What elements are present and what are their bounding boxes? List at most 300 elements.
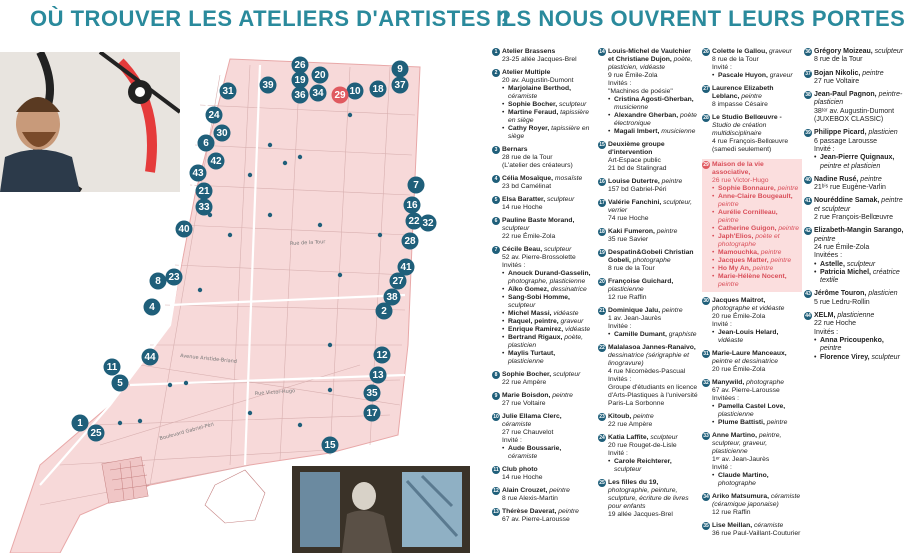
list-section-title: ILS NOUS OUVRENT LEURS PORTES [496, 6, 906, 31]
entry-detail: Invité : [814, 145, 835, 153]
guest-artist: • Jean-Pierre Quignaux, peintre et plasticien [814, 154, 904, 171]
entry-name: Thérèse Daverat, [502, 508, 557, 515]
artist-entry-33 [702, 432, 802, 488]
artist-entry-15 [598, 141, 698, 173]
artist-entry-3 [492, 146, 592, 170]
entry-detail: Invitée : [608, 323, 632, 330]
map-marker-41[interactable] [398, 259, 415, 276]
map-marker-40[interactable] [176, 221, 193, 238]
entry-role: céramiste [502, 421, 532, 428]
entry-number-badge: 26 [703, 49, 709, 55]
artist-entry-22 [598, 344, 698, 408]
entry-role: plasticienne [608, 286, 644, 293]
entry-number-badge: 7 [492, 246, 500, 254]
map-marker-label: 8 [155, 276, 161, 287]
entry-number-badge: 11 [493, 467, 499, 473]
map-marker-label: 15 [324, 440, 336, 451]
artist-workshop-photo [292, 466, 470, 553]
entry-name: Sophie Bocher, [502, 371, 552, 378]
entry-detail: 23-25 allée Jacques-Brel [502, 56, 577, 63]
entry-detail: 36 rue Paul-Vaillant-Couturier [712, 530, 801, 537]
entry-detail: 22 rue Hoche [814, 320, 857, 328]
entry-detail: Invités : [502, 262, 526, 269]
map-marker-label: 44 [144, 352, 156, 363]
artist-entry-7 [492, 246, 592, 366]
entry-number-badge: 4 [492, 175, 500, 183]
map-marker-label: 4 [149, 302, 155, 313]
entry-name: Lise Meillan, [712, 522, 753, 529]
entry-name: Cécile Beau, [502, 246, 543, 253]
guest-artist: • Pamella Castel Love, plasticienne [712, 403, 802, 419]
artist-entry-35 [702, 522, 802, 538]
entry-name: Bojan Nikolic, [814, 69, 861, 77]
artist-entry-41 [804, 197, 904, 222]
entry-name: Célia Mosaïque, [502, 175, 554, 182]
entry-name: Grégory Moizeau, [814, 48, 873, 55]
guest-artist: • Carole Reichterer, sculpteur [608, 458, 698, 474]
guest-artist: • Pascale Huyon, graveur [712, 72, 802, 80]
entry-role: photographe [744, 379, 785, 386]
map-marker-28[interactable] [402, 233, 419, 250]
entry-detail: 8 impasse Césaire [712, 101, 768, 108]
listing-column-3 [702, 48, 802, 543]
artist-entry-24 [598, 434, 698, 474]
entry-detail: 8 rue Alexis-Martin [502, 495, 558, 502]
entry-role: peintre [858, 175, 882, 183]
location-dot [338, 273, 342, 277]
entry-detail: 8 rue de la Tour [712, 56, 759, 63]
entry-detail: 19 allée Jacques-Brel [608, 511, 673, 518]
entry-role: graveur [767, 48, 792, 55]
location-dot [268, 143, 272, 147]
entry-name: Maison de la vie associative, [712, 161, 764, 176]
entry-name: Kitoub, [608, 413, 632, 420]
map-marker-label: 42 [210, 156, 222, 167]
entry-number-badge: 15 [599, 142, 605, 148]
entry-detail: 28 rue de la Tour [502, 154, 553, 161]
map-marker-label: 5 [117, 378, 123, 389]
artist-entry-13 [492, 508, 592, 524]
location-dot [228, 233, 232, 237]
entry-role: peintre, sculpteur, graveur, plasticienne [712, 432, 782, 455]
entry-number-badge: 31 [703, 351, 709, 357]
entry-detail: 20 rue Rouget-de-Lisle [608, 442, 677, 449]
entry-role: photographe [630, 257, 671, 264]
map-marker-23[interactable] [166, 269, 183, 286]
artist-entry-1 [492, 48, 592, 64]
guest-artist: • Anne-Claire Bougeault, peintre [712, 193, 800, 209]
guest-artist: • Michel Massi, vidéaste [502, 310, 592, 318]
entry-role: dessinatrice (sérigraphie et linogravure) [608, 352, 690, 367]
entry-detail: 27 rue Voltaire [814, 77, 860, 85]
map-marker-label: 20 [314, 70, 326, 81]
entry-number-badge: 36 [805, 49, 811, 55]
entry-name: Pauline Baste Morand, [502, 217, 575, 224]
map-marker-29[interactable] [332, 87, 349, 104]
entry-name: Despatin&Gobeli Christian Gobeli, [608, 249, 694, 264]
entry-detail: 22 rue Ampère [608, 421, 653, 428]
artist-entry-12 [492, 487, 592, 503]
map-marker-label: 16 [406, 200, 418, 211]
entry-detail: 23 bd Camélinat [502, 183, 552, 190]
artist-entry-5 [492, 196, 592, 212]
map-marker-10[interactable] [347, 83, 364, 100]
guest-artist: • Martine Feraud, tapissière en siège [502, 109, 592, 125]
entry-name: Alain Crouzet, [502, 487, 548, 494]
entry-role: sculpteur [551, 371, 581, 378]
entry-name: Ariko Matsumura, [712, 493, 770, 500]
location-dot [328, 343, 332, 347]
entry-number-badge: 34 [703, 494, 709, 500]
artist-entry-16 [598, 178, 698, 194]
guest-artist: • Marjolaine Berthod, céramiste [502, 85, 592, 101]
entry-role: peintre [556, 508, 579, 515]
entry-name: Club photo [502, 466, 538, 473]
entry-name: Jérôme Touron, [814, 290, 867, 298]
map-marker-20[interactable] [312, 67, 329, 84]
entry-number-badge: 20 [599, 279, 605, 285]
entry-detail: 6 passage Larousse [814, 137, 878, 145]
listing-column-1 [492, 48, 592, 529]
entry-role: peintre et sculpteur [814, 197, 903, 213]
map-marker-39[interactable] [260, 77, 277, 94]
entry-number-badge: 3 [492, 146, 500, 154]
map-marker-label: 13 [372, 370, 384, 381]
entry-number-badge: 12 [493, 488, 499, 494]
entry-name: Kaki Fumeron, [608, 228, 655, 235]
entry-name: Nadine Rusé, [814, 175, 859, 183]
location-dot [198, 288, 202, 292]
map-marker-label: 12 [376, 350, 388, 361]
entry-name: Colette le Gallou, [712, 48, 768, 55]
entry-name: Louis-Michel de Vaulchier et Christiane Dujon, [608, 48, 691, 63]
map-marker-21[interactable] [196, 183, 213, 200]
map-marker-label: 24 [208, 110, 220, 121]
entry-detail: Art-Espace public [608, 157, 661, 164]
entry-detail: 27 rue Voltaire [502, 400, 546, 407]
map-marker-13[interactable] [370, 367, 387, 384]
map-marker-label: 25 [90, 428, 102, 439]
entry-role: plasticien [866, 290, 898, 298]
entry-detail: 24 rue Émile-Zola [814, 243, 870, 251]
entry-name: Jacques Maitrot, [712, 297, 766, 304]
location-dot [318, 223, 322, 227]
entry-detail: 26 rue Victor-Hugo [712, 177, 769, 184]
entry-detail: (samedi seulement) [712, 146, 772, 153]
street-label: Rue Victor-Hugo [254, 388, 296, 397]
entry-detail: 20 rue Émile-Zola [712, 313, 766, 320]
guest-artist: • Enrique Ramirez, vidéaste [502, 326, 592, 334]
entry-detail: (L'atelier des créateurs) [502, 162, 573, 169]
map-marker-label: 21 [198, 186, 210, 197]
entry-detail: 9 rue Émile-Zola [608, 72, 658, 79]
artist-entry-42 [804, 227, 904, 285]
entry-role: peintre [860, 69, 884, 77]
entry-number-badge: 8 [492, 371, 500, 379]
map-marker-label: 30 [216, 128, 228, 139]
entry-detail: 22 rue Émile-Zola [502, 233, 556, 240]
guest-artist: • Alexandre Gherban, poète électronique [608, 112, 698, 128]
entry-role: sculpteur [542, 246, 572, 253]
entry-number-badge: 27 [703, 86, 709, 92]
map-marker-31[interactable] [220, 83, 237, 100]
guest-artist: • Patricia Michel, créatrice textile [814, 269, 904, 286]
entry-detail: 22 rue Ampère [502, 379, 547, 386]
artist-entry-6 [492, 217, 592, 241]
entry-detail: Invité : [712, 64, 732, 71]
entry-role: poète, plasticien, vidéaste [608, 56, 693, 71]
map-marker-label: 23 [168, 272, 180, 283]
entry-role: mosaïste [553, 175, 583, 182]
entry-detail: 20 av. Augustin-Dumont [502, 77, 574, 84]
map-section-title: OÙ TROUVER LES ATELIERS D'ARTISTES ? [30, 6, 512, 31]
artist-entry-31 [702, 350, 802, 374]
entry-number-badge: 44 [805, 313, 811, 320]
map-marker-label: 43 [192, 168, 204, 179]
map-marker-label: 9 [397, 64, 403, 75]
map-marker-label: 40 [178, 224, 190, 235]
entry-detail: 1 av. Jean-Jaurès [608, 315, 662, 322]
entry-detail: Invités : [608, 376, 632, 383]
map-marker-15[interactable] [322, 437, 339, 454]
map-marker-32[interactable] [420, 215, 437, 232]
entry-detail: 12 rue Raffin [608, 294, 647, 301]
fort-outline [205, 470, 265, 523]
artist-entry-25 [598, 479, 698, 519]
street-label: Rue de la Tour [289, 239, 326, 247]
location-dot [168, 383, 172, 387]
entry-detail: 157 bd Gabriel-Péri [608, 186, 667, 193]
entry-role: photographie, peinture, sculpture, écriture de livres pour enfants [608, 487, 689, 510]
entry-number-badge: 25 [599, 480, 605, 486]
artist-entry-44 [804, 312, 904, 362]
street-label: Boulevard Gabriel-Péri [158, 421, 215, 442]
map-marker-42[interactable] [208, 153, 225, 170]
location-dot [184, 381, 188, 385]
guest-artist: • Maylis Turtaut, plasticienne [502, 350, 592, 366]
artist-entry-21 [598, 307, 698, 339]
map-marker-label: 36 [294, 90, 306, 101]
entry-number-badge: 40 [805, 176, 811, 183]
entry-role: peintre [659, 178, 683, 185]
map-marker-30[interactable] [214, 125, 231, 142]
map-marker-44[interactable] [142, 349, 159, 366]
entry-detail: 8 rue de la Tour [814, 56, 863, 64]
entry-name: Malalasoa Jannes-Ranaivo, [608, 344, 696, 351]
map-marker-17[interactable] [364, 405, 381, 422]
entry-name: Jean-Paul Pagnon, [814, 91, 877, 99]
entry-number-badge: 39 [805, 130, 811, 137]
entry-number-badge: 18 [599, 229, 605, 235]
entry-detail: 14 rue Hoche [502, 474, 543, 481]
guest-artist: • Sang-Sobi Homme, sculpteur [502, 294, 592, 310]
map-marker-12[interactable] [374, 347, 391, 364]
entry-detail: 67 av. Pierre-Larousse [502, 516, 570, 523]
entry-number-badge: 23 [599, 414, 605, 420]
artist-entry-23 [598, 413, 698, 429]
entry-detail: 5 rue Ledru-Rollin [814, 298, 870, 306]
map-marker-33[interactable] [196, 199, 213, 216]
location-dot [268, 213, 272, 217]
entry-detail: Groupe d'étudiants en licence d'Arts-Plastiques à l'université [608, 384, 698, 399]
entry-name: Nouréddine Samak, [814, 197, 880, 205]
guest-artist: • Catherine Guigon, peintre [712, 225, 800, 233]
entry-number-badge: 14 [599, 49, 605, 55]
guest-artist: • Aude Boussarie, céramiste [502, 445, 592, 461]
entry-name: Le Studio Bellœuvre - [712, 114, 782, 121]
entry-detail: Invité : [712, 464, 732, 471]
guest-artist: • Cathy Royer, tapissière en siège [502, 125, 592, 141]
guest-artist: • Plume Battisti, peintre [712, 419, 802, 427]
artist-entry-43 [804, 290, 904, 307]
entry-detail: 74 rue Hoche [608, 215, 649, 222]
location-dot [298, 155, 302, 159]
artist-entry-36 [804, 48, 904, 65]
location-dot [328, 388, 332, 392]
entry-role: plasticienne [835, 312, 875, 320]
map-marker-label: 41 [400, 262, 412, 273]
listing-column-2 [598, 48, 698, 524]
entry-name: Françoise Guichard, [608, 278, 674, 285]
entry-name: Laurence Elizabeth Leblanc, [712, 85, 774, 100]
entry-detail: 2 rue François-Bellœuvre [814, 214, 893, 222]
entry-number-badge: 16 [599, 179, 605, 185]
artist-entry-39 [804, 129, 904, 170]
map-marker-label: 34 [312, 88, 324, 99]
guest-artist: • Astelle, sculpteur [814, 261, 904, 269]
entry-number-badge: 38 [805, 92, 811, 99]
guest-artist: • Jacques Matter, peintre [712, 257, 800, 265]
entry-number-badge: 5 [492, 196, 500, 204]
guest-artist: • Mamouchka, peintre [712, 249, 800, 257]
map-marker-18[interactable] [370, 81, 387, 98]
map-marker-label: 32 [422, 218, 434, 229]
map-marker-label: 2 [381, 306, 387, 317]
map-marker-1[interactable] [72, 415, 89, 432]
entry-role: Studio de création multidisciplinaire [712, 122, 767, 137]
guest-artist: • Japh'Elios, poète et photographe [712, 233, 800, 249]
entry-name: Bernars [502, 146, 528, 153]
artist-entry-38 [804, 91, 904, 124]
map-marker-26[interactable] [292, 57, 309, 74]
map-marker-7[interactable] [408, 177, 425, 194]
map-marker-9[interactable] [392, 61, 409, 78]
entry-role: photographe et vidéaste [712, 305, 785, 312]
entry-detail: Invité : [502, 437, 522, 444]
map-marker-label: 31 [222, 86, 234, 97]
entry-detail: 52 av. Pierre-Brossolette [502, 254, 576, 261]
map-marker-4[interactable] [144, 299, 161, 316]
entry-number-badge: 42 [805, 228, 811, 235]
entry-detail: 20 rue Émile-Zola [712, 366, 766, 373]
entry-detail: 67 av. Pierre-Larousse [712, 387, 780, 394]
entry-role: peintre et dessinatrice [712, 358, 779, 365]
entry-detail: Invités : [608, 80, 632, 87]
map-marker-19[interactable] [292, 72, 309, 89]
street-label: Avenue Aristide-Briand [179, 353, 238, 365]
artist-entry-19 [598, 249, 698, 273]
entry-detail: 12 rue Raffin [712, 509, 751, 516]
entry-role: sculpteur [502, 225, 530, 232]
entry-name: Elizabeth-Mangin Sarango, [814, 227, 904, 235]
map-marker-label: 19 [294, 75, 306, 86]
map-marker-label: 35 [366, 388, 378, 399]
map-marker-5[interactable] [112, 375, 129, 392]
artist-entry-34 [702, 493, 802, 517]
map-marker-label: 17 [366, 408, 378, 419]
map-marker-24[interactable] [206, 107, 223, 124]
entry-role: sculpteur [648, 434, 678, 441]
artist-entry-26 [702, 48, 802, 80]
map-marker-38[interactable] [384, 289, 401, 306]
entry-name: Les filles du 19, [608, 479, 659, 486]
guest-artist: • Bertrand Rigaux, poète, plasticien [502, 334, 592, 350]
guest-artist: • Ho My An, peintre [712, 265, 800, 273]
map-marker-16[interactable] [404, 197, 421, 214]
entry-number-badge: 6 [492, 217, 500, 225]
map-marker-35[interactable] [364, 385, 381, 402]
entry-role: peintre [547, 487, 570, 494]
map-marker-37[interactable] [392, 77, 409, 94]
map-marker-label: 38 [386, 292, 398, 303]
guest-artist: • Raquel, peintre, graveur [502, 318, 592, 326]
map-marker-34[interactable] [310, 85, 327, 102]
entry-name: Elsa Baratter, [502, 196, 546, 203]
map-marker-43[interactable] [190, 165, 207, 182]
map-marker-6[interactable] [198, 135, 215, 152]
map-marker-36[interactable] [292, 87, 309, 104]
entry-name: Atelier Brassens [502, 48, 556, 55]
map-marker-25[interactable] [88, 425, 105, 442]
entry-detail: Invité : [712, 321, 732, 328]
entry-name: Louise Dutertre, [608, 178, 660, 185]
entry-role: sculpteur [872, 48, 904, 55]
artist-entry-8 [492, 371, 592, 387]
guest-artist: • Marie-Hélène Nocent, peintre [712, 273, 800, 289]
entry-number-badge: 1 [492, 48, 500, 56]
artist-entry-14 [598, 48, 698, 136]
entry-role: peintre [631, 413, 654, 420]
entry-detail: 14 rue Hoche [502, 204, 543, 211]
location-dot [348, 113, 352, 117]
map-marker-8[interactable] [150, 273, 167, 290]
guest-artist: • Aurélie Cornilleau, peintre [712, 209, 800, 225]
location-dot [298, 423, 302, 427]
artist-portrait-photo [0, 52, 180, 192]
entry-number-badge: 21 [599, 308, 605, 314]
map-marker-label: 28 [404, 236, 416, 247]
map-marker-label: 6 [203, 138, 209, 149]
entry-role: sculpteur, verrier [608, 199, 693, 214]
map-marker-label: 29 [334, 90, 346, 101]
map-marker-11[interactable] [104, 359, 121, 376]
guest-artist: • Anouck Durand-Gasselin, photographe, plasticienne [502, 270, 592, 286]
entry-number-badge: 33 [703, 433, 709, 439]
entry-name: XELM, [814, 312, 836, 320]
entry-name: Manywild, [712, 379, 745, 386]
entry-number-badge: 24 [599, 435, 605, 441]
artist-entry-17 [598, 199, 698, 223]
listing-column-4 [804, 48, 904, 367]
map-marker-label: 26 [294, 60, 306, 71]
artist-entry-20 [598, 278, 698, 302]
entry-role: peintre [814, 235, 836, 243]
entry-detail: Invité : [608, 450, 628, 457]
map-marker-label: 18 [372, 84, 384, 95]
entry-role: céramiste (céramique japonaise) [712, 493, 801, 508]
artist-entry-37 [804, 70, 904, 87]
guest-artist: • Camille Dumant, graphiste [608, 331, 698, 339]
